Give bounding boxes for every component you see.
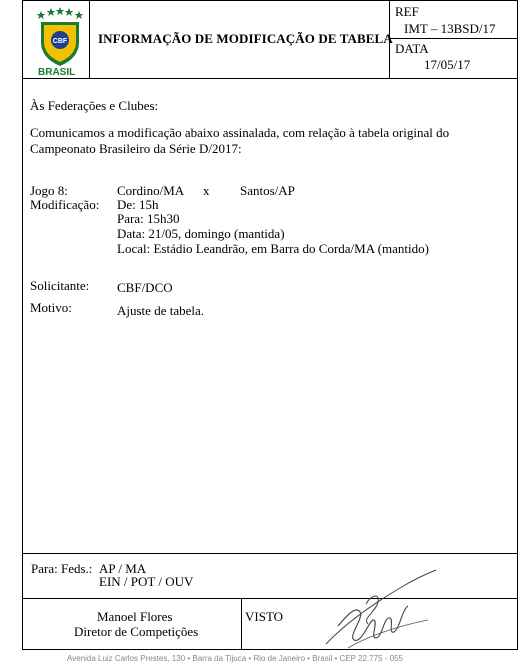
requester-value: CBF/DCO	[117, 280, 173, 295]
home-team: Cordino/MA	[117, 183, 185, 198]
date-label: DATA	[395, 41, 429, 56]
distribution-line-1: AP / MA	[99, 561, 147, 576]
date-value: 17/05/17	[424, 57, 471, 72]
distribution-top-rule	[23, 553, 517, 554]
intro-paragraph: Comunicamos a modificação abaixo assinalada, com relação à tabela original do Campeonato Brasileiro da Série D/2017:	[30, 125, 450, 156]
visto-label: VISTO	[245, 609, 284, 624]
ref-data-divider	[389, 38, 517, 39]
modification-from: De: 15h	[117, 197, 159, 212]
ref-value: IMT – 13BSD/17	[404, 21, 496, 36]
logo-text: CBF	[52, 38, 68, 45]
reason-value: Ajuste de tabela.	[117, 303, 204, 318]
versus: x	[203, 183, 210, 198]
signature-divider	[241, 598, 242, 650]
modification-venue: Local: Estádio Leandrão, em Barra do Corda/MA (mantido)	[117, 241, 429, 256]
modification-label: Modificação:	[30, 197, 100, 212]
modification-to: Para: 15h30	[117, 211, 180, 226]
signatory-role: Diretor de Competições	[74, 624, 199, 639]
reason-label: Motivo:	[30, 300, 72, 315]
distribution-line-2: EIN / POT / OUV	[99, 574, 194, 589]
game-label: Jogo 8:	[30, 183, 68, 198]
ref-label: REF	[395, 4, 419, 19]
handwritten-signature-icon	[318, 566, 468, 651]
document-sheet	[22, 0, 518, 650]
logo-divider	[89, 1, 90, 78]
page-title: INFORMAÇÃO DE MODIFICAÇÃO DE TABELA	[98, 31, 393, 46]
distribution-label: Para: Feds.:	[31, 561, 93, 576]
modification-date: Data: 21/05, domingo (mantida)	[117, 226, 285, 241]
away-team: Santos/AP	[240, 183, 295, 198]
logo-country: BRASIL	[38, 67, 76, 78]
requester-label: Solicitante:	[30, 278, 90, 293]
greeting: Às Federações e Clubes:	[30, 98, 159, 113]
footer-address: Avenida Luiz Carlos Prestes, 130 • Barra da Tijuca • Rio de Janeiro • Brasil • CEP 22.775 - 055	[67, 654, 403, 663]
header-bottom-rule	[23, 78, 517, 79]
signatory-name: Manoel Flores	[97, 609, 173, 624]
